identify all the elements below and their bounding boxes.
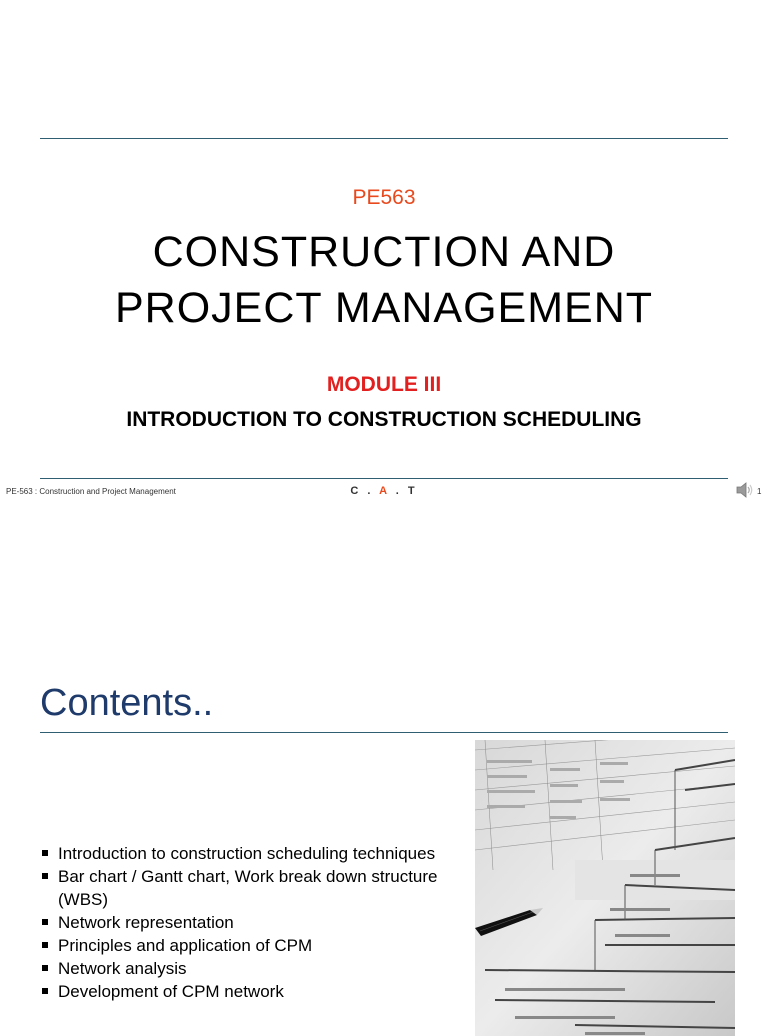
speaker-icon[interactable] — [734, 480, 754, 500]
footer-logo-part-3: . T — [395, 485, 418, 497]
title-line-2: PROJECT MANAGEMENT — [114, 284, 654, 332]
contents-divider — [40, 732, 728, 733]
contents-title: Contents.. — [40, 682, 214, 724]
page-number: 1 — [757, 487, 762, 496]
top-divider — [40, 138, 728, 139]
title-slide — [0, 0, 768, 512]
title-line-1: CONSTRUCTION AND — [152, 228, 616, 276]
gantt-chart-photo — [475, 740, 735, 1036]
footer-logo-part-2: A — [379, 485, 390, 497]
list-item: Network representation — [40, 911, 440, 934]
footer-logo-text — [0, 485, 768, 497]
list-item: Introduction to construction scheduling techniques — [40, 842, 440, 865]
list-item: Network analysis — [40, 957, 440, 980]
contents-slide — [0, 512, 768, 1024]
course-code: PE563 — [352, 186, 416, 209]
slide-subtitle: INTRODUCTION TO CONSTRUCTION SCHEDULING — [126, 408, 642, 431]
list-item: Bar chart / Gantt chart, Work break down structure (WBS) — [40, 865, 440, 911]
list-item: Principles and application of CPM — [40, 934, 440, 957]
footer-logo-part-1: C . — [350, 485, 374, 497]
module-label: MODULE III — [326, 373, 442, 396]
footer-course-name: PE-563 : Construction and Project Management — [6, 487, 176, 496]
list-item: Development of CPM network — [40, 980, 440, 1003]
slide-title — [0, 224, 768, 336]
contents-list — [40, 842, 440, 1003]
bottom-divider — [40, 478, 728, 479]
